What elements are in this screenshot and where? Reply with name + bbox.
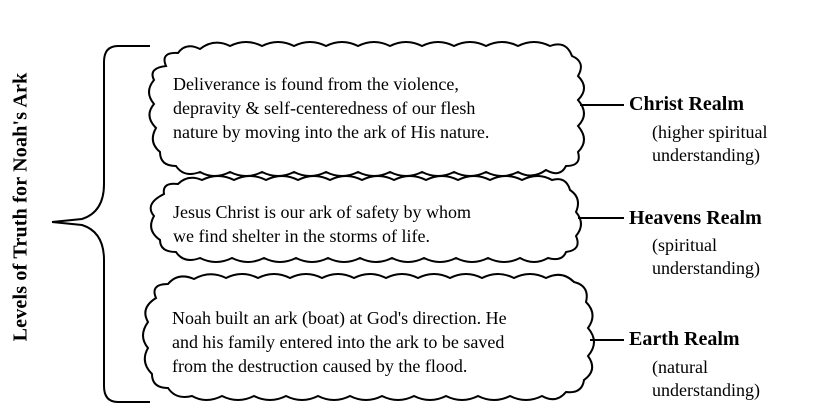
realm-label-earth: Earth Realm [629,328,740,350]
realm-label-christ: Christ Realm [629,93,744,115]
realm-description-heavens: (spiritual understanding) [652,235,760,278]
realm-description-christ: (higher spiritual understanding) [652,122,768,165]
diagram-title: Levels of Truth for Noah's Ark [9,72,32,342]
curly-brace [52,46,150,402]
cloud-text-heavens: Jesus Christ is our ark of safety by whom we find shelter in the storms of life. [173,202,471,246]
cloud-text-earth: Noah built an ark (boat) at God's direction. He and his family entered into the ark to be saved from the destruction caused by the flood. [172,308,507,376]
realm-description-earth: (natural understanding) [652,357,760,400]
cloud-text-christ: Deliverance is found from the violence, depravity & self-centeredness of our flesh nature by moving into the ark of His nature. [173,74,490,142]
realm-label-heavens: Heavens Realm [629,207,762,229]
